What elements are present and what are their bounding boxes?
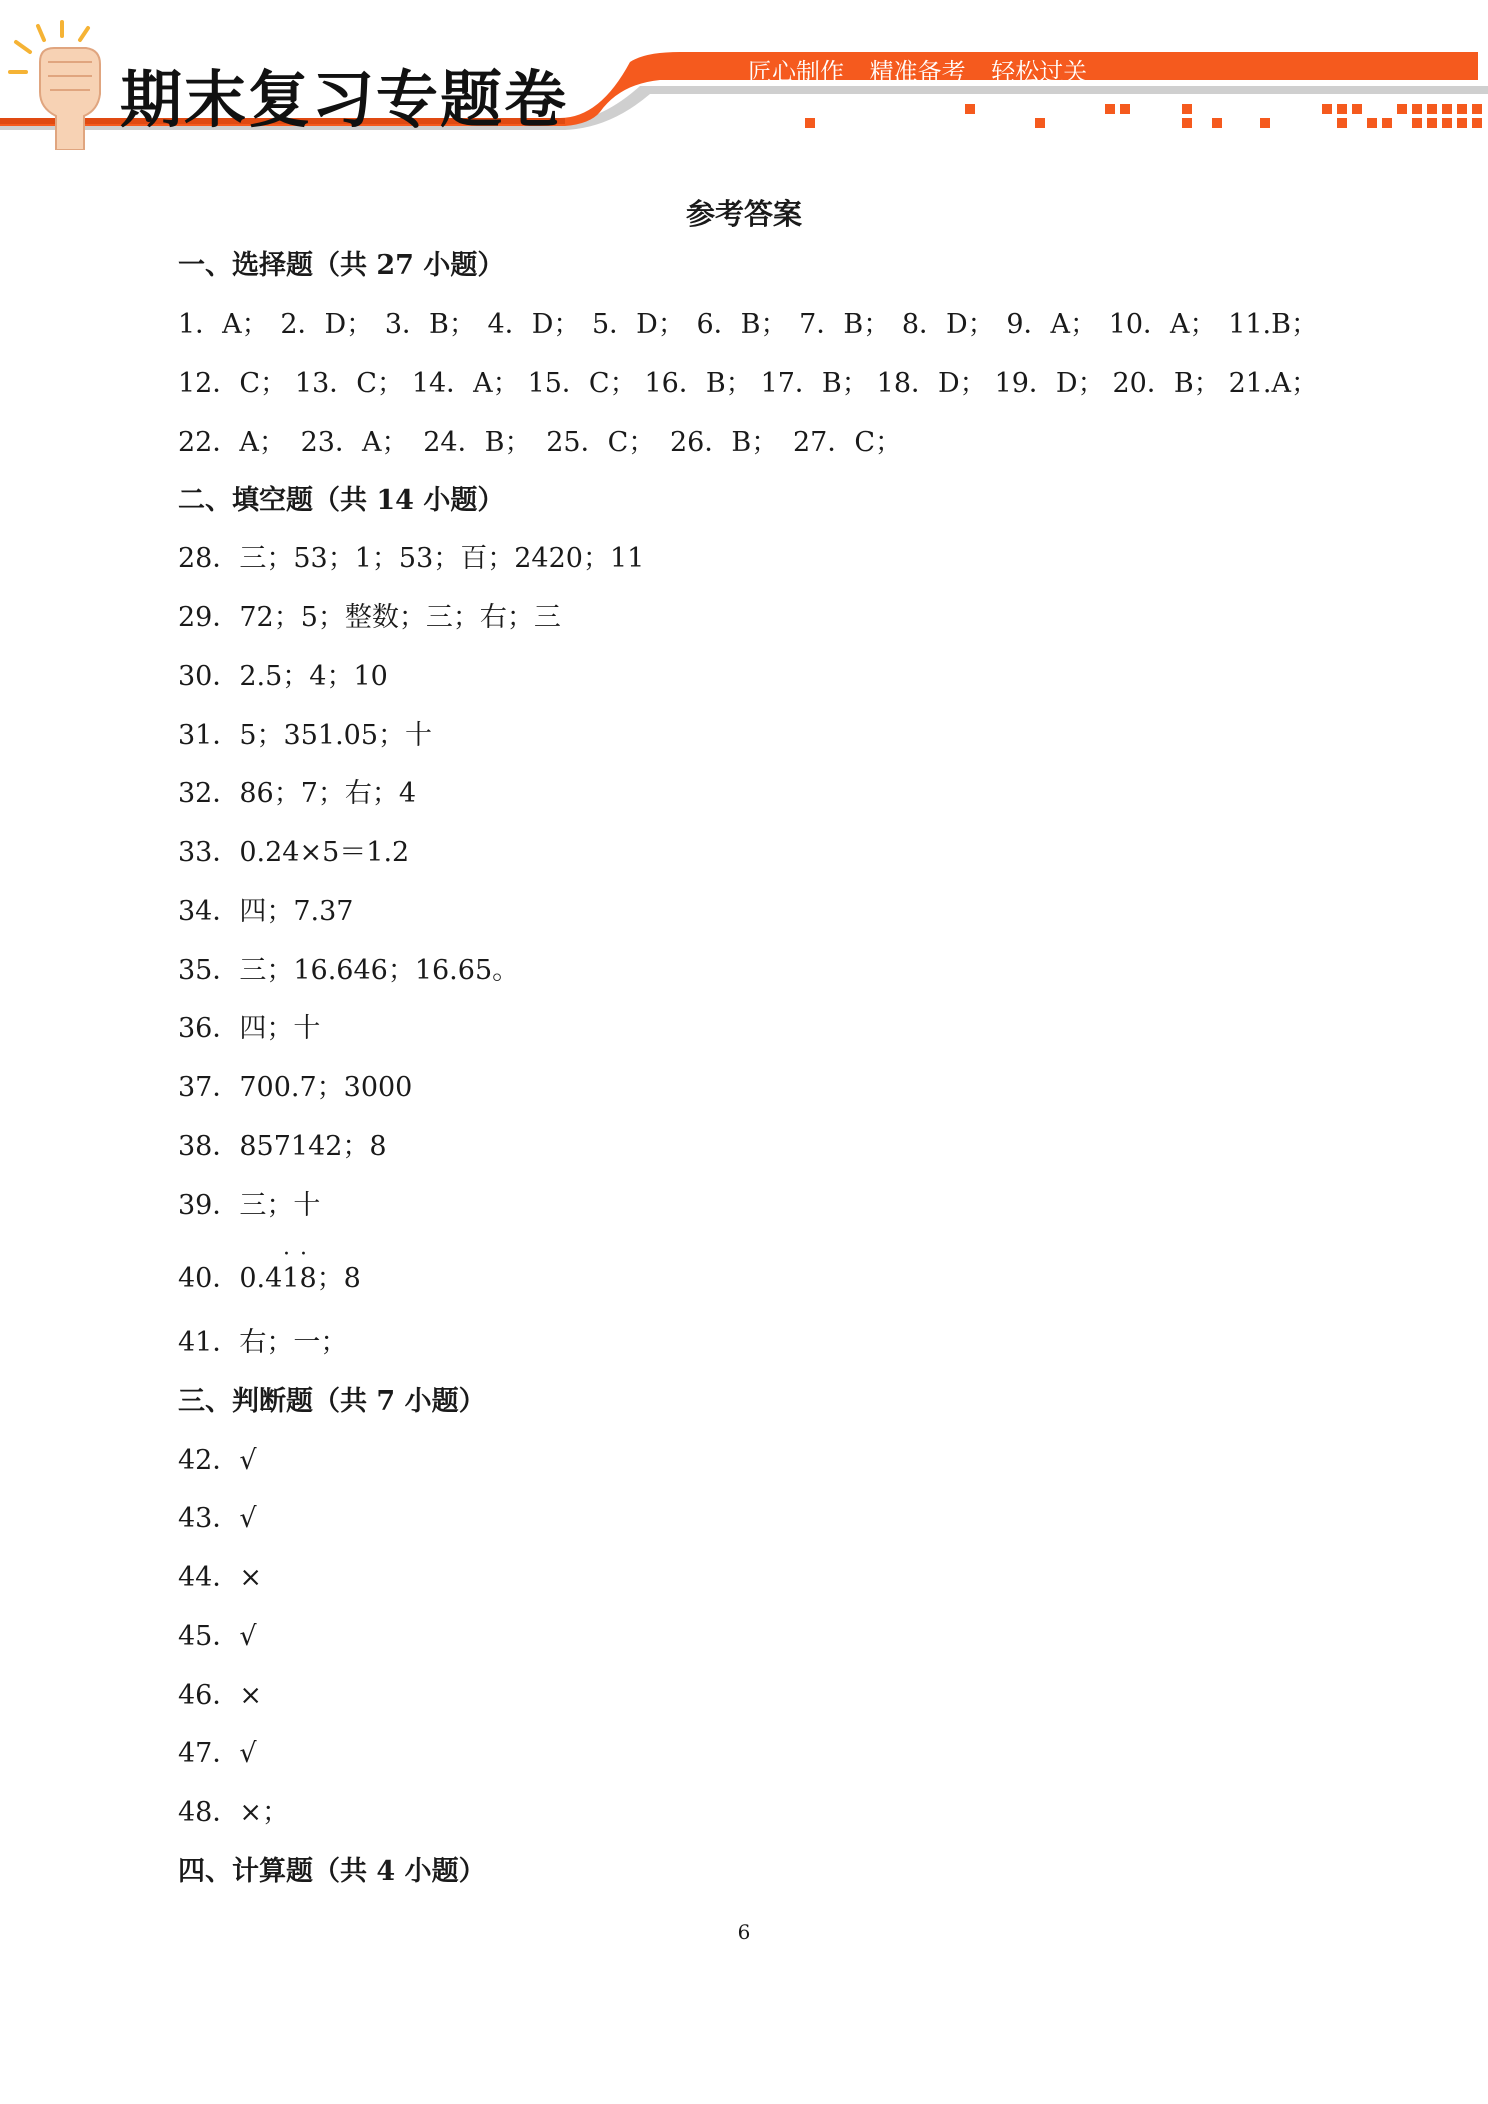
choice-answer: 13．C；	[294, 368, 404, 399]
choice-answers-row	[178, 423, 902, 463]
repeating-decimal-dots: ··	[283, 1242, 317, 1267]
section-heading-choice: 一、选择题（共 27 小题）	[178, 250, 505, 281]
answer-line: 38．857142；8	[178, 1131, 387, 1162]
answer-line: 28．三；53；1；53；百；2420；11	[178, 543, 645, 574]
raised-fist-icon	[10, 22, 100, 150]
answer-line: 43．√	[178, 1503, 257, 1534]
choice-answer: 21.A；	[1228, 368, 1318, 399]
choice-answer: 10．A；	[1108, 309, 1217, 340]
answer-line: 32．86；7；右；4	[178, 778, 417, 809]
answer-line: 39．三；十	[178, 1190, 321, 1221]
choice-answer: 9．A；	[1006, 309, 1098, 340]
answer-line: 45．√	[178, 1621, 257, 1652]
choice-answer: 11.B；	[1228, 309, 1318, 340]
choice-answer: 16．B；	[644, 368, 753, 399]
section-heading-judge: 三、判断题（共 7 小题）	[178, 1386, 486, 1417]
choice-answer: 6．B；	[696, 309, 788, 340]
choice-answer: 2．D；	[280, 309, 374, 340]
choice-answer: 1．A；	[178, 309, 269, 340]
choice-answer: 14．A；	[411, 368, 520, 399]
section-heading-calc: 四、计算题（共 4 小题）	[178, 1856, 486, 1887]
choice-answer: 19．D；	[994, 368, 1105, 399]
answer-line: 41．右；一；	[178, 1327, 348, 1358]
choice-answer: 4．D；	[487, 309, 581, 340]
choice-answer: 27．C；	[792, 427, 902, 458]
choice-answer: 8．D；	[901, 309, 995, 340]
decorative-squares	[805, 104, 1482, 128]
answer-line: 46．×	[178, 1680, 262, 1711]
choice-answer: 23．A；	[300, 427, 409, 458]
section-heading-fill: 二、填空题（共 14 小题）	[178, 485, 505, 516]
choice-answer: 5．D；	[592, 309, 685, 340]
answer-line: 30．2.5；4；10	[178, 661, 388, 692]
answer-line: 36．四；十	[178, 1013, 321, 1044]
answer-line: 44．×	[178, 1562, 262, 1593]
answer-line: 29．72；5；整数；三；右；三	[178, 602, 561, 633]
choice-answer: 25．C；	[546, 427, 656, 458]
choice-answer: 15．C；	[527, 368, 637, 399]
answer-line: 35．三；16.646；16.65。	[178, 955, 520, 986]
answer-line: 42．√	[178, 1445, 257, 1476]
answer-line: 47．√	[178, 1738, 257, 1769]
choice-answer: 26．B；	[670, 427, 779, 458]
header-slogan: 匠心制作 精准备考 轻松过关	[748, 58, 1088, 86]
choice-answer: 17．B；	[760, 368, 869, 399]
page-number: 6	[737, 1920, 751, 1944]
answer-line: 40．0.418；8	[178, 1263, 361, 1294]
choice-answer: 24．B；	[423, 427, 532, 458]
page-header	[0, 0, 1488, 150]
answer-line: 33．0.24×5＝1.2	[178, 837, 410, 868]
document-title: 参考答案	[685, 197, 802, 231]
choice-answer: 12．C；	[178, 368, 288, 399]
choice-answer: 22．A；	[178, 427, 286, 458]
choice-answers-row	[178, 364, 1318, 404]
choice-answer: 3．B；	[384, 309, 476, 340]
brand-title: 期末复习专题卷	[120, 63, 569, 136]
choice-answers-row	[178, 305, 1318, 345]
choice-answer: 18．D；	[876, 368, 987, 399]
answer-line: 37．700.7；3000	[178, 1072, 413, 1103]
choice-answer: 7．B；	[799, 309, 891, 340]
answer-line: 34．四；7.37	[178, 896, 354, 927]
answer-line: 31．5；351.05；十	[178, 720, 433, 751]
choice-answer: 20．B；	[1112, 368, 1221, 399]
answer-line: 48．×；	[178, 1797, 289, 1828]
